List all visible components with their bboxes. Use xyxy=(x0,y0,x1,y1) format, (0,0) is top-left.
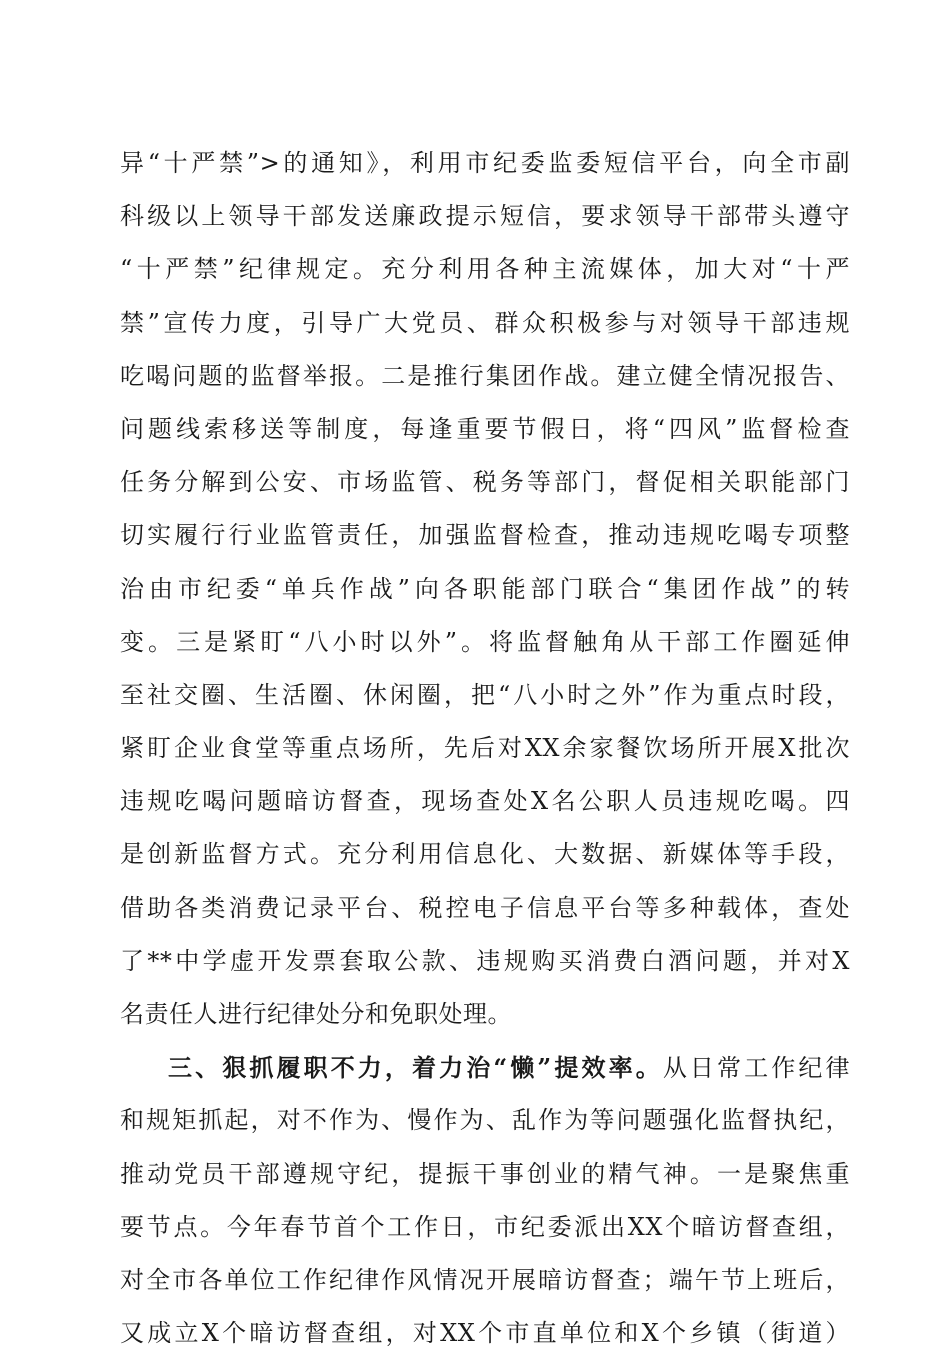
text-line: 和规矩抓起，对不作为、慢作为、乱作为等问题强化监督执纪， xyxy=(120,1106,850,1135)
text-line: “十严禁”纪律规定。充分利用各种主流媒体，加大对“十严 xyxy=(120,255,850,284)
text-line: 名责任人进行纪律处分和免职处理。 xyxy=(120,1000,512,1028)
text-line: 问题线索移送等制度，每逢重要节假日，将“四风”监督检查 xyxy=(120,414,850,443)
text-line: 对全市各单位工作纪律作风情况开展暗访督查；端午节上班后， xyxy=(120,1265,850,1294)
text-line: 又成立X个暗访督查组，对XX个市直单位和X个乡镇（街道） xyxy=(120,1319,850,1348)
text-line: 是创新监督方式。充分利用信息化、大数据、新媒体等手段， xyxy=(120,840,850,869)
paragraph-1 xyxy=(120,137,850,1041)
text-line: 切实履行行业监管责任，加强监督检查，推动违规吃喝专项整 xyxy=(120,521,850,550)
text-run: 从日常工作纪律 xyxy=(662,1054,851,1083)
text-line: 违规吃喝问题暗访督查，现场查处X名公职人员违规吃喝。四 xyxy=(120,787,850,816)
text-line: 借助各类消费记录平台、税控电子信息平台等多种载体，查处 xyxy=(120,893,850,922)
text-line: 禁”宣传力度，引导广大党员、群众积极参与对领导干部违规 xyxy=(120,308,850,337)
text-line: 了**中学虚开发票套取公款、违规购买消费白酒问题，并对X xyxy=(120,946,850,975)
text-line: 变。三是紧盯“八小时以外”。将监督触角从干部工作圈延伸 xyxy=(120,627,850,656)
text-line: 吃喝问题的监督举报。二是推行集团作战。建立健全情况报告、 xyxy=(120,361,850,390)
text-line: 科级以上领导干部发送廉政提示短信，要求领导干部带头遵守 xyxy=(120,202,850,231)
text-line: 任务分解到公安、市场监管、税务等部门，督促相关职能部门 xyxy=(120,468,850,497)
text-line: 要节点。今年春节首个工作日，市纪委派出XX个暗访督查组， xyxy=(120,1212,850,1241)
text-line: 紧盯企业食堂等重点场所，先后对XX余家餐饮场所开展X批次 xyxy=(120,734,850,763)
body-text xyxy=(120,137,850,1360)
text-line: 异“十严禁”>的通知》，利用市纪委监委短信平台，向全市副 xyxy=(120,149,850,177)
section-heading: 三、狠抓履职不力，着力治“懒”提效率。 xyxy=(168,1053,663,1083)
paragraph-2-first-line xyxy=(120,1041,850,1094)
text-line: 推动党员干部遵规守纪，提振干事创业的精气神。一是聚焦重 xyxy=(120,1159,850,1188)
text-line: 治由市纪委“单兵作战”向各职能部门联合“集团作战”的转 xyxy=(120,574,850,603)
paragraph-2 xyxy=(120,1041,850,1360)
text-line: 至社交圈、生活圈、休闲圈，把“八小时之外”作为重点时段， xyxy=(120,680,850,709)
